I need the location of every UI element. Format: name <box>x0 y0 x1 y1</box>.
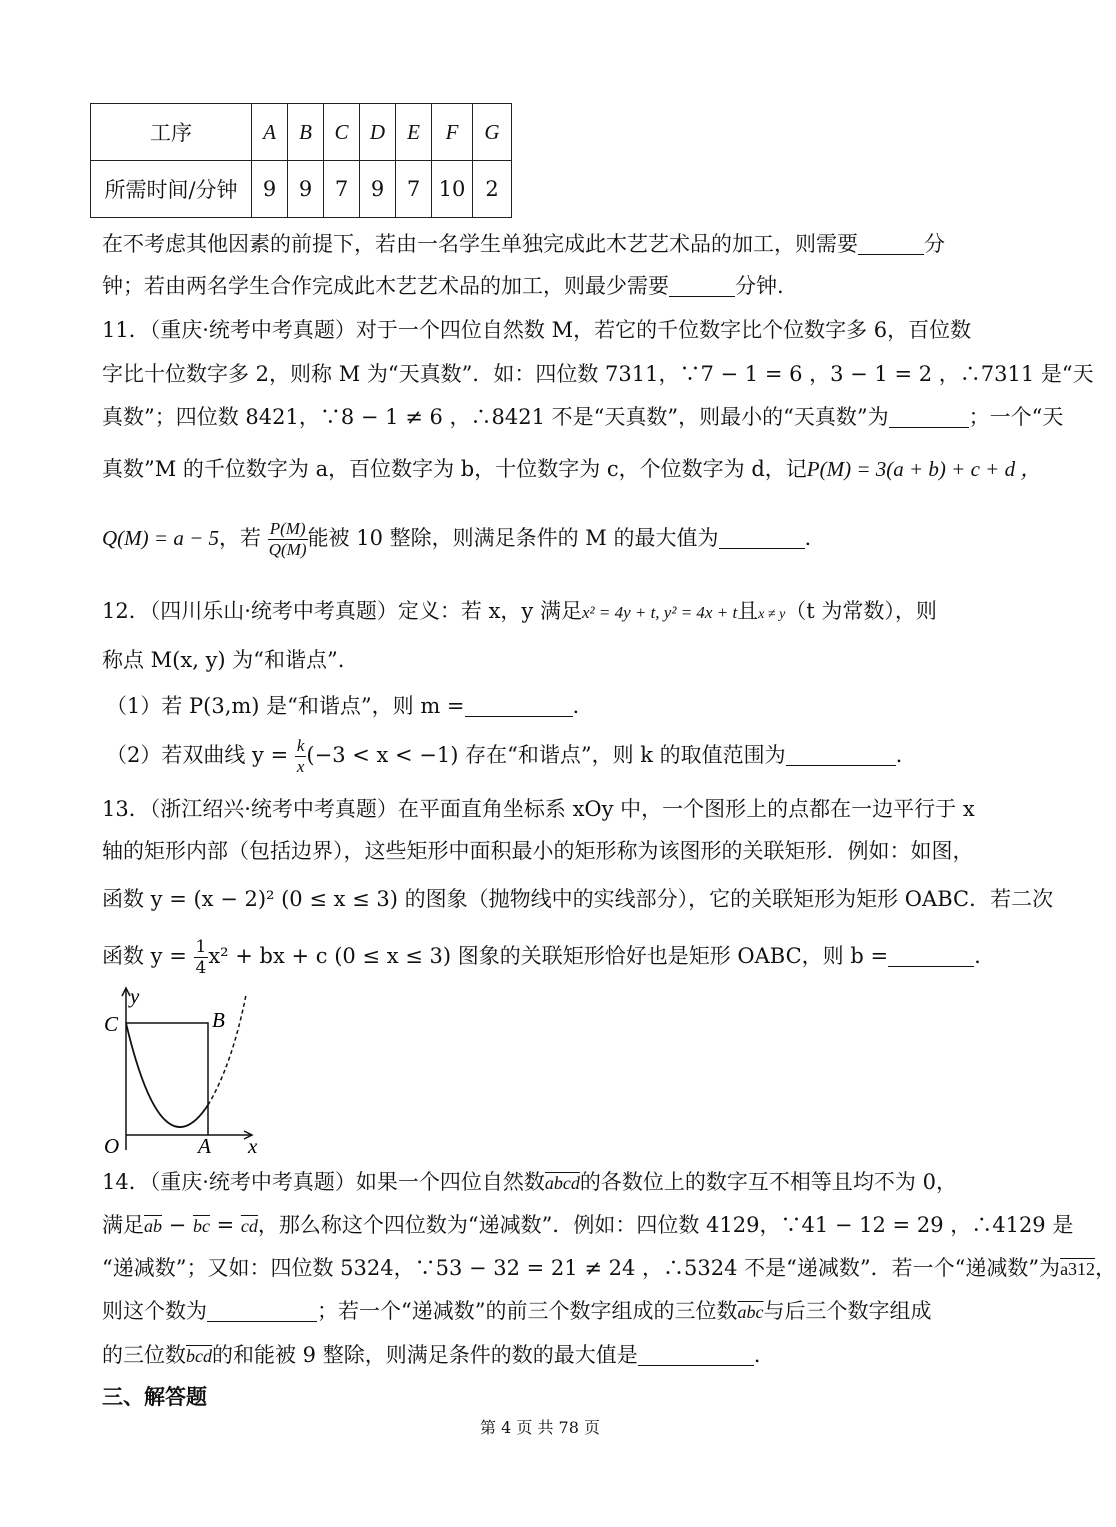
answer-blank <box>638 1343 754 1366</box>
overline-number: $\overline{cd}$ <box>240 1216 258 1236</box>
fraction-denominator: x <box>296 757 305 776</box>
q14-line3 <box>102 1253 1116 1284</box>
overline-number: abcd <box>544 1173 580 1193</box>
time-cell: 7 <box>324 161 360 218</box>
q13-text: . <box>974 944 981 968</box>
q11-line1: 11．（重庆·统考中考真题）对于一个四位自然数 M，若它的千位数字比个位数字多 6，百位数 <box>102 318 972 342</box>
q11-line2: 字比十位数字多 2，则称 M 为“天真数”．如：四位数 7311，∵7 − 1 = 6 ，3 − 1 = 2 ，∴7311 是“天 <box>102 362 1094 386</box>
answer-blank <box>207 1299 317 1322</box>
q11-text: 真数”；四位数 8421，∵8 − 1 ≠ 6 ，∴8421 不是“天真数”，则最小的“天真数”为 <box>102 405 889 429</box>
x-axis-label: x <box>248 1134 258 1158</box>
q10-text: 分钟. <box>735 274 784 298</box>
q14-text: 14．（重庆·统考中考真题）如果一个四位自然数 <box>102 1170 545 1194</box>
q14-text: ， <box>1095 1256 1116 1280</box>
time-cell: 7 <box>396 161 432 218</box>
q14-text: . <box>753 1343 761 1367</box>
q10-line1 <box>102 229 945 259</box>
q14-line5 <box>102 1340 760 1371</box>
page-footer: 第 4 页 共 78 页 <box>480 1418 600 1437</box>
q13-line2: 轴的矩形内部（包括边界），这些矩形中面积最小的矩形称为该图形的关联矩形．例如：如图， <box>102 839 974 863</box>
q12-text: 12．（四川乐山·统考中考真题）定义：若 x，y 满足 <box>102 599 582 623</box>
q14-text: 与后三个数字组成 <box>763 1299 932 1323</box>
q13-text: x² + bx + c (0 ≤ x ≤ 3) 图象的关联矩形恰好也是矩形 OABC，则 b = <box>208 944 889 968</box>
fraction-numerator: k <box>296 736 305 755</box>
overline-number: $\overline{bcd}$ <box>186 1346 212 1366</box>
q11-text: 真数”M 的千位数字为 a，百位数字为 b，十位数字为 c，个位数字为 d，记 <box>102 457 807 481</box>
answer-blank <box>888 944 974 967</box>
process-cell: B <box>288 104 324 161</box>
q14-text: “递减数”；又如：四位数 5324，∵53 − 32 = 21 ≠ 24 ，∴5324 不是“递减数”．若一个“递减数”为 <box>102 1256 1061 1280</box>
q14-text: 的和能被 9 整除，则满足条件的数的最大值是 <box>212 1343 638 1367</box>
process-time-table <box>90 103 512 218</box>
rectangle-oabc <box>126 1023 208 1135</box>
q12-text: （2）若双曲线 y = <box>106 743 289 767</box>
q12-text: （1）若 P(3,m) 是“和谐点”，则 m = <box>106 694 465 718</box>
time-cell: 10 <box>432 161 473 218</box>
answer-blank <box>858 232 924 255</box>
q12-text: . <box>895 743 903 767</box>
q11-formula: Q(M) = a − 5 <box>102 526 219 550</box>
overline-number: a312 <box>1060 1259 1096 1279</box>
overline-number: $\overline{ab}$ <box>144 1216 162 1236</box>
q11-line3 <box>102 402 1063 432</box>
q13-fraction <box>194 937 209 978</box>
point-b-label: B <box>212 1008 225 1032</box>
q11-fraction <box>268 519 308 560</box>
q11-line4 <box>102 454 1041 484</box>
q10-text: 分 <box>924 232 945 256</box>
process-cell: C <box>324 104 360 161</box>
q12-text: 且 <box>737 599 759 623</box>
q14-line1 <box>102 1167 957 1198</box>
overline-number: $\overline{abc}$ <box>737 1302 764 1322</box>
origin-label: O <box>104 1134 120 1158</box>
time-cell: 9 <box>252 161 288 218</box>
fraction-numerator: 1 <box>195 937 207 957</box>
fraction-numerator: P(M) <box>269 519 306 538</box>
fraction-denominator: 4 <box>195 958 207 978</box>
y-axis-label: y <box>130 984 140 1008</box>
q14-text: = <box>209 1213 241 1237</box>
answer-blank <box>465 694 573 717</box>
q12-formula: x ≠ y <box>758 607 786 622</box>
process-cell: E <box>396 104 432 161</box>
answer-blank <box>889 405 969 428</box>
q14-text: ；若一个“递减数”的前三个数字组成的三位数 <box>317 1299 738 1323</box>
q12-sub2 <box>106 733 902 777</box>
process-cell: F <box>432 104 473 161</box>
q13-text: 函数 y = <box>102 944 187 968</box>
table-header-label: 工序 <box>91 104 252 161</box>
process-cell: D <box>360 104 396 161</box>
time-cell: 9 <box>288 161 324 218</box>
q11-line5 <box>102 513 811 563</box>
answer-blank <box>719 526 805 549</box>
q14-text: 则这个数为 <box>102 1299 207 1323</box>
overline-number: $\overline{bc}$ <box>192 1216 210 1236</box>
table-row-header <box>91 104 512 161</box>
q10-text: 在不考虑其他因素的前提下，若由一名学生单独完成此木艺艺术品的加工，则需要 <box>102 232 858 256</box>
q12-formula: x² = 4y + t, y² = 4x + t <box>581 603 738 622</box>
q12-fraction <box>295 736 307 777</box>
q14-text: 的各数位上的数字互不相等且均不为 0， <box>579 1170 957 1194</box>
q12-sub1 <box>106 691 579 721</box>
q11-text: . <box>804 526 812 550</box>
q14-text: ，那么称这个四位数为“递减数”．例如：四位数 4129，∵41 − 12 = 29 ，∴4129 是 <box>257 1213 1074 1237</box>
q14-line2 <box>102 1210 1073 1241</box>
point-c-label: C <box>104 1012 119 1036</box>
q12-text: （t 为常数），则 <box>785 599 937 623</box>
point-a-label: A <box>198 1134 211 1158</box>
process-cell: A <box>252 104 288 161</box>
answer-blank <box>669 274 735 297</box>
q10-line2 <box>102 271 784 301</box>
q14-text: − <box>162 1213 193 1237</box>
answer-blank <box>786 743 896 766</box>
time-cell: 2 <box>473 161 512 218</box>
q12-line1 <box>102 596 937 630</box>
parabola-solid <box>126 1023 208 1127</box>
table-row-label: 所需时间/分钟 <box>91 161 252 218</box>
q11-formula: P(M) = 3(a + b) + c + d ， <box>806 457 1042 481</box>
q11-text: ，若 <box>219 526 261 550</box>
q12-line2: 称点 M(x, y) 为“和谐点”. <box>102 648 345 672</box>
q14-text: 的三位数 <box>102 1343 186 1367</box>
q13-line3: 函数 y = (x − 2)² (0 ≤ x ≤ 3) 的图象（抛物线中的实线部分），它的关联矩形为矩形 OABC．若二次 <box>102 887 1054 911</box>
q12-text: . <box>572 694 580 718</box>
q14-text: 满足 <box>102 1213 144 1237</box>
q13-line1: 13．（浙江绍兴·统考中考真题）在平面直角坐标系 xOy 中，一个图形上的点都在一边平行于 x <box>102 797 975 821</box>
process-cell: G <box>473 104 512 161</box>
q14-line4 <box>102 1296 931 1327</box>
parabola-graph <box>100 985 260 1157</box>
q11-text: ；一个“天 <box>968 405 1064 429</box>
q10-text: 钟；若由两名学生合作完成此木艺艺术品的加工，则最少需要 <box>102 274 669 298</box>
q12-text: (−3 < x < −1) 存在“和谐点”，则 k 的取值范围为 <box>306 743 786 767</box>
q13-line4 <box>102 934 981 978</box>
section-heading: 三、解答题 <box>102 1384 207 1409</box>
time-cell: 9 <box>360 161 396 218</box>
fraction-denominator: Q(M) <box>268 540 307 559</box>
q11-text: 能被 10 整除，则满足条件的 M 的最大值为 <box>307 526 719 550</box>
table-row-times <box>91 161 512 218</box>
